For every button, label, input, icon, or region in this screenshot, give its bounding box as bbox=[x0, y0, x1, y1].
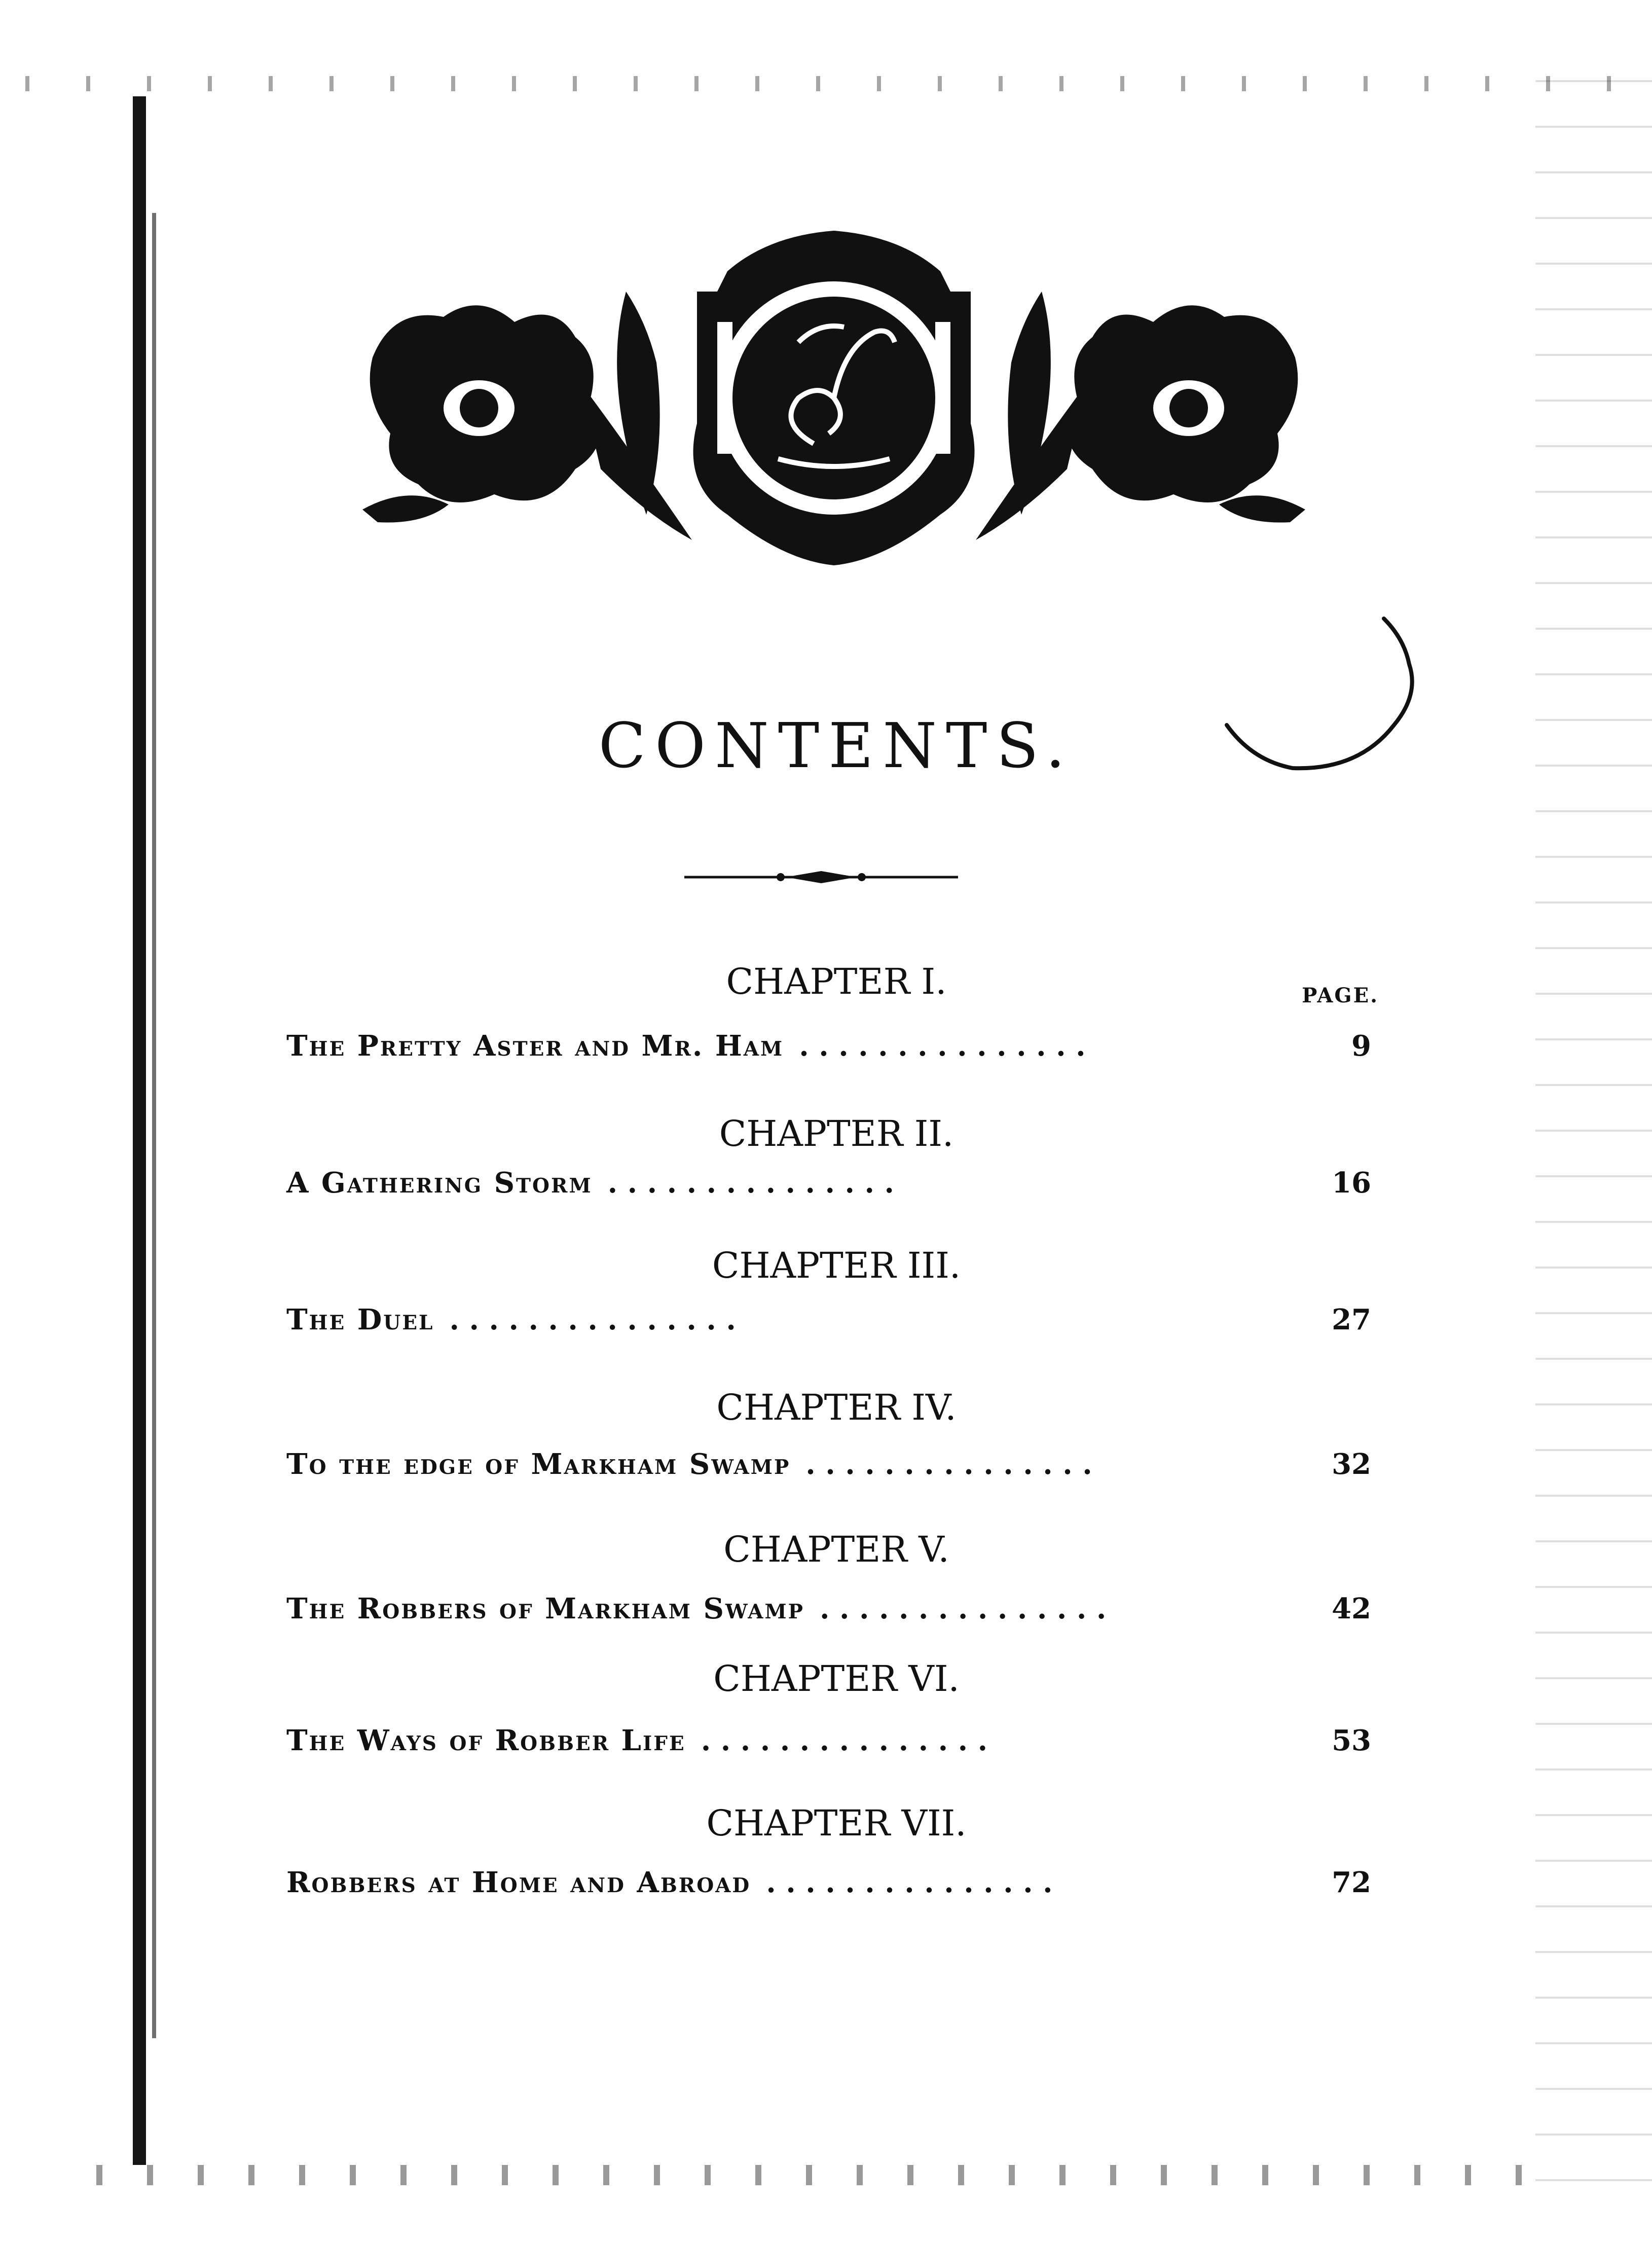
dot-leader bbox=[701, 1724, 1290, 1757]
toc-entry-page: 16 bbox=[1332, 1166, 1371, 1200]
chapter-heading: CHAPTER I. bbox=[726, 961, 947, 1002]
chapter-heading: CHAPTER VII. bbox=[706, 1802, 967, 1844]
dot-leader bbox=[799, 1029, 1290, 1063]
decorative-headpiece-ornament bbox=[362, 231, 1305, 570]
dot-leader bbox=[608, 1166, 1290, 1200]
toc-entry-title: The Duel bbox=[286, 1303, 434, 1336]
chapter-heading: CHAPTER II. bbox=[719, 1113, 954, 1154]
toc-entry-title: Robbers at Home and Abroad bbox=[286, 1866, 751, 1899]
toc-entry-title: To the edge of Markham Swamp bbox=[286, 1448, 791, 1481]
dot-leader bbox=[805, 1448, 1290, 1481]
toc-entry bbox=[286, 1866, 1371, 1917]
toc-entry-page: 32 bbox=[1332, 1448, 1371, 1481]
contents-heading: CONTENTS. bbox=[598, 710, 1075, 782]
page-column-label: PAGE. bbox=[1302, 984, 1379, 1007]
page-binding-shadow bbox=[152, 213, 156, 2038]
scan-noise-top bbox=[0, 76, 1652, 91]
dot-leader bbox=[449, 1303, 1290, 1336]
chapter-heading: CHAPTER III. bbox=[712, 1245, 961, 1286]
toc-entry-page: 42 bbox=[1332, 1592, 1371, 1625]
toc-entry bbox=[286, 1029, 1371, 1080]
chapter-heading: CHAPTER V. bbox=[723, 1529, 949, 1570]
toc-entry bbox=[286, 1448, 1371, 1498]
toc-entry bbox=[286, 1724, 1371, 1775]
ornamental-divider-rule bbox=[684, 867, 958, 887]
chapter-heading: CHAPTER VI. bbox=[713, 1658, 960, 1700]
toc-entry-title: The Robbers of Markham Swamp bbox=[286, 1592, 804, 1625]
page-binding-edge bbox=[133, 96, 146, 2165]
toc-entry-title: The Ways of Robber Life bbox=[286, 1724, 686, 1757]
toc-entry bbox=[286, 1303, 1371, 1354]
pencil-check-mark bbox=[1217, 608, 1429, 776]
toc-entry-page: 27 bbox=[1332, 1303, 1371, 1336]
chapter-heading: CHAPTER IV. bbox=[716, 1387, 957, 1428]
dot-leader bbox=[766, 1866, 1290, 1899]
toc-entry-page: 72 bbox=[1332, 1866, 1371, 1899]
toc-entry-title: A Gathering Storm bbox=[286, 1166, 593, 1200]
toc-entry bbox=[286, 1592, 1371, 1643]
scan-noise-bottom bbox=[76, 2165, 1546, 2185]
toc-entry bbox=[286, 1166, 1371, 1217]
toc-entry-title: The Pretty Aster and Mr. Ham bbox=[286, 1029, 784, 1063]
toc-entry-page: 53 bbox=[1332, 1724, 1371, 1757]
toc-entry-page: 9 bbox=[1351, 1029, 1371, 1063]
scan-noise-right bbox=[1535, 61, 1652, 2190]
dot-leader bbox=[820, 1592, 1290, 1625]
